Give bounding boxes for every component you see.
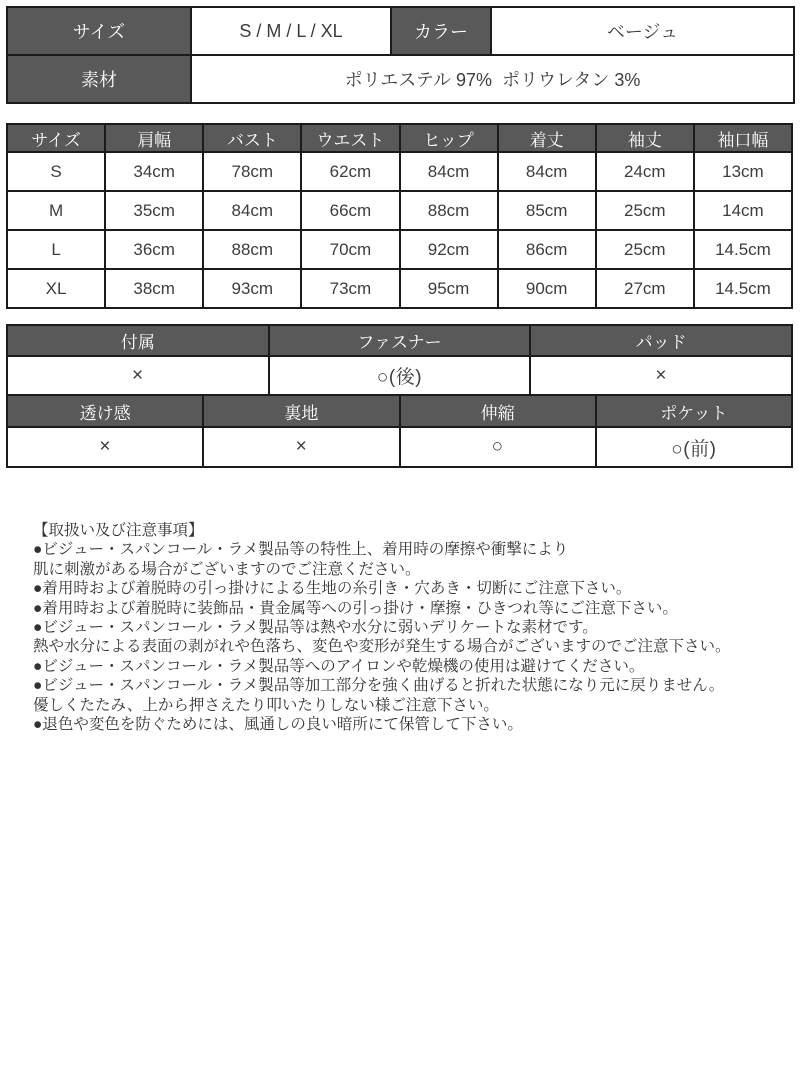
stretch-label: 伸縮 xyxy=(400,395,596,427)
cell-hip: 84cm xyxy=(400,152,498,191)
features-table-a xyxy=(6,324,793,396)
cell-waist: 70cm xyxy=(301,230,399,269)
cell-bust: 88cm xyxy=(203,230,301,269)
cell-bust: 84cm xyxy=(203,191,301,230)
sheerness-value: × xyxy=(7,427,203,467)
features-table-b xyxy=(6,394,793,468)
cell-hip: 95cm xyxy=(400,269,498,308)
measurements-row-l xyxy=(7,230,792,269)
cell-cuff: 14cm xyxy=(694,191,792,230)
cell-length: 90cm xyxy=(498,269,596,308)
cell-waist: 66cm xyxy=(301,191,399,230)
lining-value: × xyxy=(203,427,399,467)
care-notes xyxy=(33,521,790,734)
fastener-label: ファスナー xyxy=(269,325,531,356)
cell-bust: 93cm xyxy=(203,269,301,308)
accessories-value: × xyxy=(7,356,269,395)
stretch-value: ○ xyxy=(400,427,596,467)
pocket-label: ポケット xyxy=(596,395,792,427)
material-label: 素材 xyxy=(7,55,191,103)
features-a-header-row xyxy=(7,325,792,356)
cell-size: L xyxy=(7,230,105,269)
features-a-value-row xyxy=(7,356,792,395)
care-note-line: ●着用時および着脱時の引っ掛けによる生地の糸引き・穴あき・切断にご注意下さい。 xyxy=(33,580,632,598)
pad-value: × xyxy=(530,356,792,395)
cell-sleeve: 24cm xyxy=(596,152,694,191)
care-note-line: 熱や水分による表面の剥がれや色落ち、変色や変形が発生する場合がございますのでご注意下さい。 xyxy=(33,638,731,656)
lining-label: 裏地 xyxy=(203,395,399,427)
cell-shoulder: 36cm xyxy=(105,230,203,269)
material-value: ポリエステル 97% ポリウレタン 3% xyxy=(191,55,794,103)
cell-size: S xyxy=(7,152,105,191)
care-notes-title: 【取扱い及び注意事項】 xyxy=(33,522,204,539)
cell-length: 84cm xyxy=(498,152,596,191)
measurements-header-hip: ヒップ xyxy=(400,124,498,152)
accessories-label: 付属 xyxy=(7,325,269,356)
measurements-row-m xyxy=(7,191,792,230)
cell-sleeve: 25cm xyxy=(596,230,694,269)
care-note-line: ●退色や変色を防ぐためには、風通しの良い暗所にて保管して下さい。 xyxy=(33,716,523,734)
care-note-line: ●ビジュー・スパンコール・ラメ製品等の特性上、着用時の摩擦や衝撃により xyxy=(33,541,569,559)
care-note-line: 肌に刺激がある場合がございますのでご注意ください。 xyxy=(33,560,421,578)
measurements-header-bust: バスト xyxy=(203,124,301,152)
measurements-header-sleeve: 袖丈 xyxy=(596,124,694,152)
size-label: サイズ xyxy=(7,7,191,55)
cell-cuff: 13cm xyxy=(694,152,792,191)
cell-shoulder: 35cm xyxy=(105,191,203,230)
measurements-header-row xyxy=(7,124,792,152)
pad-label: パッド xyxy=(530,325,792,356)
cell-bust: 78cm xyxy=(203,152,301,191)
cell-cuff: 14.5cm xyxy=(694,269,792,308)
sheerness-label: 透け感 xyxy=(7,395,203,427)
measurements-header-size: サイズ xyxy=(7,124,105,152)
color-value: ベージュ xyxy=(491,7,794,55)
care-note-line: ●ビジュー・スパンコール・ラメ製品等加工部分を強く曲げると折れた状態になり元に戻りません。 xyxy=(33,677,725,695)
measurements-header-shoulder: 肩幅 xyxy=(105,124,203,152)
cell-waist: 62cm xyxy=(301,152,399,191)
measurements-table xyxy=(6,123,793,309)
cell-length: 86cm xyxy=(498,230,596,269)
care-note-line: 優しくたたみ、上から押さえたり叩いたりしない様ご注意下さい。 xyxy=(33,696,499,714)
cell-size: XL xyxy=(7,269,105,308)
measurements-row-s xyxy=(7,152,792,191)
care-note-line: ●ビジュー・スパンコール・ラメ製品等は熱や水分に弱いデリケートな素材です。 xyxy=(33,619,598,637)
cell-hip: 88cm xyxy=(400,191,498,230)
care-note-line: ●着用時および着脱時に装飾品・貴金属等への引っ掛け・摩擦・ひきつれ等にご注意下さい。 xyxy=(33,599,678,617)
cell-length: 85cm xyxy=(498,191,596,230)
measurements-header-cuff: 袖口幅 xyxy=(694,124,792,152)
pocket-value: ○(前) xyxy=(596,427,792,467)
fastener-value: ○(後) xyxy=(269,356,531,395)
care-note-line: ●ビジュー・スパンコール・ラメ製品等へのアイロンや乾燥機の使用は避けてください。 xyxy=(33,657,645,675)
features-b-header-row xyxy=(7,395,792,427)
measurements-header-waist: ウエスト xyxy=(301,124,399,152)
cell-cuff: 14.5cm xyxy=(694,230,792,269)
cell-sleeve: 27cm xyxy=(596,269,694,308)
cell-waist: 73cm xyxy=(301,269,399,308)
cell-shoulder: 38cm xyxy=(105,269,203,308)
features-b-value-row xyxy=(7,427,792,467)
cell-size: M xyxy=(7,191,105,230)
color-label: カラー xyxy=(391,7,491,55)
measurements-header-length: 着丈 xyxy=(498,124,596,152)
cell-hip: 92cm xyxy=(400,230,498,269)
cell-sleeve: 25cm xyxy=(596,191,694,230)
cell-shoulder: 34cm xyxy=(105,152,203,191)
measurements-row-xl xyxy=(7,269,792,308)
size-value: S / M / L / XL xyxy=(191,7,391,55)
product-info-table xyxy=(6,6,795,104)
